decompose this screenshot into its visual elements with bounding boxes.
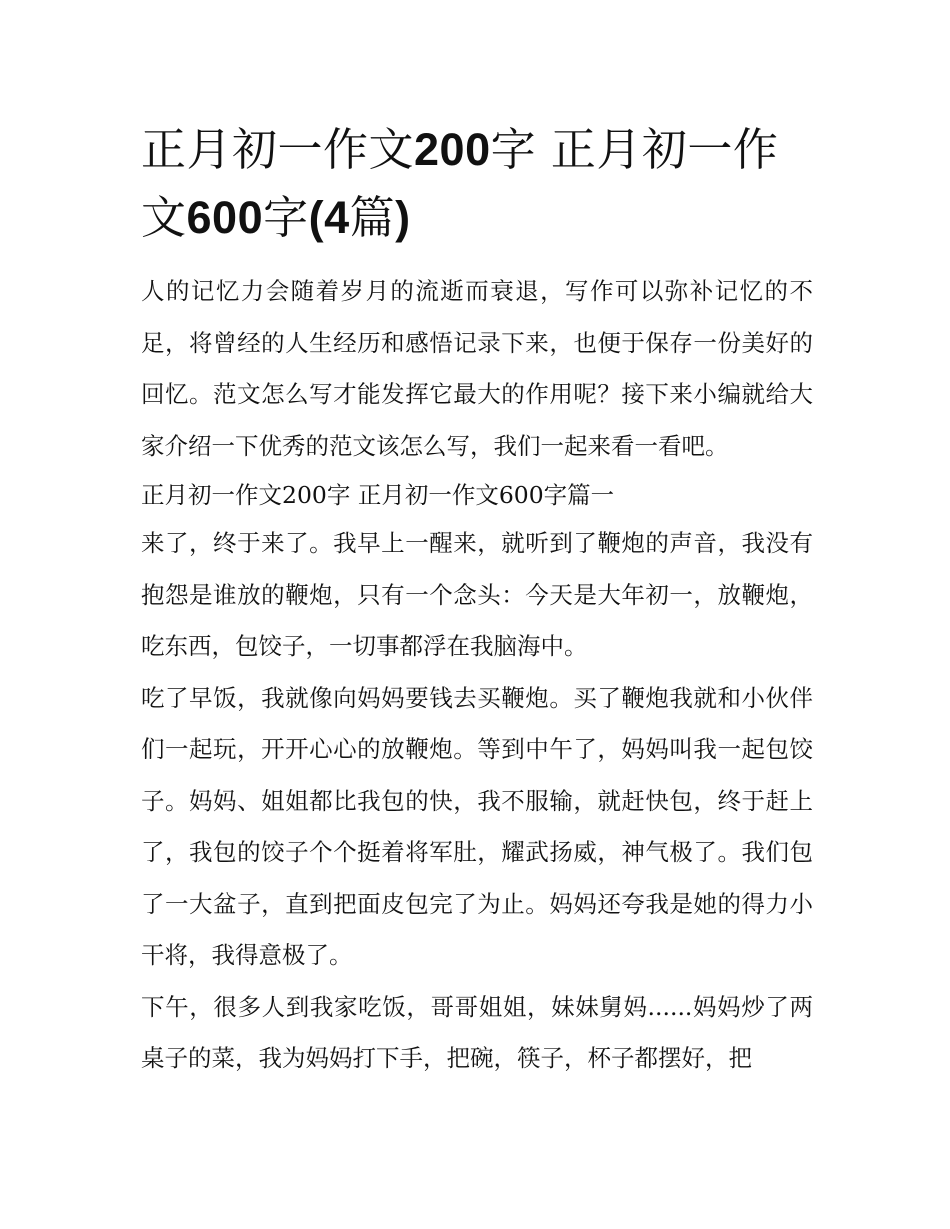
body-paragraph-1: 来了，终于来了。我早上一醒来，就听到了鞭炮的声音，我没有抱怨是谁放的鞭炮，只有一个念头：今天是大年初一，放鞭炮，吃东西，包饺子，一切事都浮在我脑海中。 bbox=[141, 529, 813, 660]
intro-paragraph: 人的记忆力会随着岁月的流逝而衰退，写作可以弥补记忆的不足，将曾经的人生经历和感悟记录下来，也便于保存一份美好的回忆。范文怎么写才能发挥它最大的作用呢？接下来小编就给大家介绍一下优秀的范文该怎么写，我们一起来看一看吧。 bbox=[141, 277, 813, 460]
title-number: 200 bbox=[414, 124, 491, 175]
document-body bbox=[141, 116, 813, 1085]
body-paragraph-2: 吃了早饭，我就像向妈妈要钱去买鞭炮。买了鞭炮我就和小伙伴们一起玩，开开心心的放鞭炮。等到中午了，妈妈叫我一起包饺子。妈妈、姐姐都比我包的快，我不服输，就赶快包，终于赶上了，我包的饺子个个挺着将军肚，耀武扬威，神气极了。我们包了一大盆子，直到把面皮包完了为止。妈妈还夸我是她的得力小干将，我得意极了。 bbox=[141, 683, 813, 969]
title-number: ) bbox=[395, 192, 411, 243]
section-heading-1: 正月初一作文200字 正月初一作文600字篇一 bbox=[141, 481, 615, 509]
title-number: 600 bbox=[186, 192, 264, 243]
title-number: (4 bbox=[308, 192, 350, 243]
body-paragraph-3: 下午，很多人到我家吃饭，哥哥姐姐，妹妹舅妈......妈妈炒了两桌子的菜，我为妈妈打下手，把碗，筷子，杯子都摆好，把 bbox=[141, 992, 813, 1072]
document-title: 正月初一作文200字 正月初一作文600字(4篇) bbox=[141, 123, 779, 244]
